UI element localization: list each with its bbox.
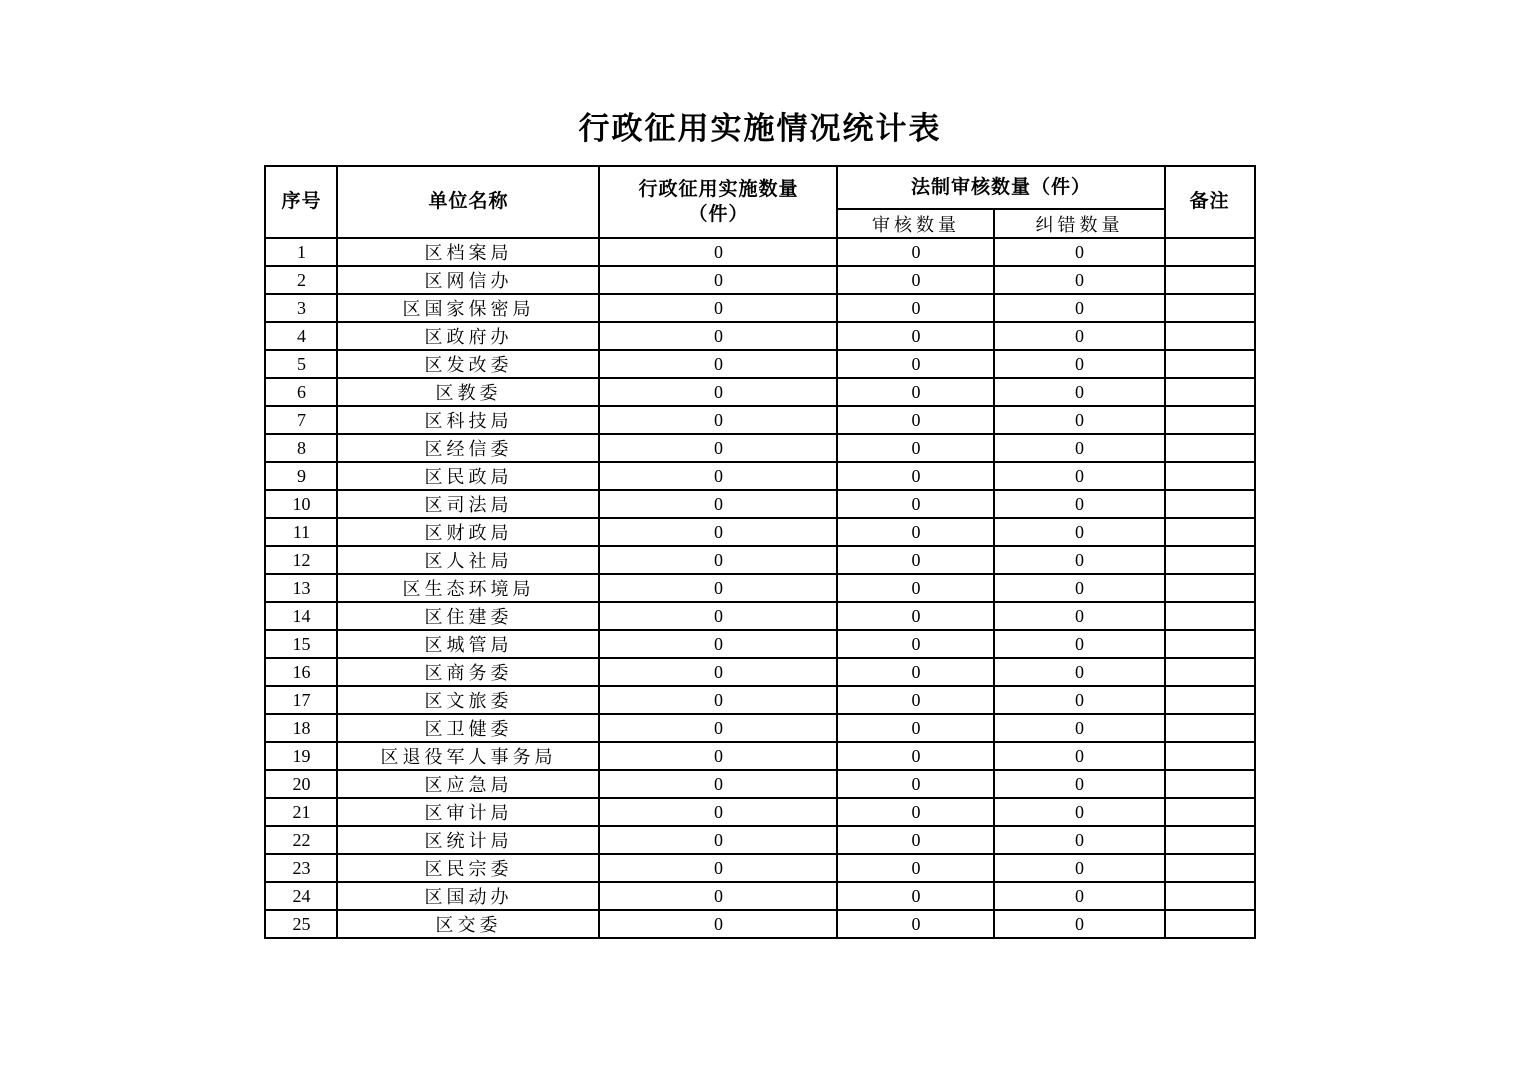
row-unit-name: 区科技局 <box>337 406 599 434</box>
table-row <box>265 490 1254 518</box>
row-correction-count: 0 <box>994 266 1164 294</box>
row-remark <box>1165 322 1255 350</box>
header-seq: 序号 <box>265 166 337 238</box>
table-row <box>265 322 1254 350</box>
row-unit-name: 区应急局 <box>337 770 599 798</box>
row-remark <box>1165 854 1255 882</box>
table-row <box>265 826 1254 854</box>
row-impl-count: 0 <box>599 350 837 378</box>
row-correction-count: 0 <box>994 378 1164 406</box>
row-unit-name: 区卫健委 <box>337 714 599 742</box>
row-review-count: 0 <box>837 462 994 490</box>
row-correction-count: 0 <box>994 686 1164 714</box>
row-unit-name: 区经信委 <box>337 434 599 462</box>
row-correction-count: 0 <box>994 602 1164 630</box>
row-review-count: 0 <box>837 882 994 910</box>
table-row <box>265 686 1254 714</box>
row-seq: 11 <box>265 518 337 546</box>
row-seq: 14 <box>265 602 337 630</box>
row-impl-count: 0 <box>599 602 837 630</box>
row-seq: 18 <box>265 714 337 742</box>
header-unit-name: 单位名称 <box>337 166 599 238</box>
row-remark <box>1165 518 1255 546</box>
row-correction-count: 0 <box>994 910 1164 938</box>
row-correction-count: 0 <box>994 294 1164 322</box>
row-review-count: 0 <box>837 546 994 574</box>
table-row <box>265 882 1254 910</box>
table-row <box>265 714 1254 742</box>
row-correction-count: 0 <box>994 406 1164 434</box>
header-correction-count: 纠错数量 <box>994 209 1164 238</box>
row-unit-name: 区人社局 <box>337 546 599 574</box>
table-header <box>265 166 1254 238</box>
row-impl-count: 0 <box>599 630 837 658</box>
table-row <box>265 518 1254 546</box>
row-correction-count: 0 <box>994 574 1164 602</box>
row-unit-name: 区审计局 <box>337 798 599 826</box>
row-remark <box>1165 490 1255 518</box>
row-unit-name: 区交委 <box>337 910 599 938</box>
row-correction-count: 0 <box>994 826 1164 854</box>
row-seq: 10 <box>265 490 337 518</box>
row-correction-count: 0 <box>994 854 1164 882</box>
row-remark <box>1165 798 1255 826</box>
header-legal-review-group: 法制审核数量（件） <box>837 166 1164 209</box>
row-impl-count: 0 <box>599 686 837 714</box>
row-unit-name: 区网信办 <box>337 266 599 294</box>
row-correction-count: 0 <box>994 434 1164 462</box>
row-impl-count: 0 <box>599 322 837 350</box>
row-unit-name: 区民宗委 <box>337 854 599 882</box>
row-seq: 12 <box>265 546 337 574</box>
row-review-count: 0 <box>837 658 994 686</box>
table-row <box>265 406 1254 434</box>
row-remark <box>1165 630 1255 658</box>
row-impl-count: 0 <box>599 770 837 798</box>
row-seq: 19 <box>265 742 337 770</box>
table-row <box>265 770 1254 798</box>
row-correction-count: 0 <box>994 238 1164 266</box>
row-impl-count: 0 <box>599 742 837 770</box>
row-seq: 22 <box>265 826 337 854</box>
table-row <box>265 238 1254 266</box>
row-review-count: 0 <box>837 770 994 798</box>
table-row <box>265 294 1254 322</box>
table-row <box>265 602 1254 630</box>
table-row <box>265 742 1254 770</box>
row-correction-count: 0 <box>994 546 1164 574</box>
row-remark <box>1165 602 1255 630</box>
row-seq: 1 <box>265 238 337 266</box>
row-correction-count: 0 <box>994 518 1164 546</box>
row-review-count: 0 <box>837 854 994 882</box>
header-row-top <box>265 166 1254 209</box>
row-review-count: 0 <box>837 714 994 742</box>
row-remark <box>1165 826 1255 854</box>
row-unit-name: 区统计局 <box>337 826 599 854</box>
row-remark <box>1165 406 1255 434</box>
row-unit-name: 区政府办 <box>337 322 599 350</box>
row-remark <box>1165 574 1255 602</box>
row-seq: 8 <box>265 434 337 462</box>
row-unit-name: 区文旅委 <box>337 686 599 714</box>
row-review-count: 0 <box>837 238 994 266</box>
row-review-count: 0 <box>837 322 994 350</box>
row-review-count: 0 <box>837 826 994 854</box>
row-seq: 2 <box>265 266 337 294</box>
row-impl-count: 0 <box>599 518 837 546</box>
row-remark <box>1165 742 1255 770</box>
row-seq: 3 <box>265 294 337 322</box>
table-row <box>265 462 1254 490</box>
row-impl-count: 0 <box>599 238 837 266</box>
row-impl-count: 0 <box>599 462 837 490</box>
table-row <box>265 910 1254 938</box>
row-correction-count: 0 <box>994 742 1164 770</box>
header-impl-count <box>599 166 837 238</box>
row-remark <box>1165 294 1255 322</box>
row-impl-count: 0 <box>599 910 837 938</box>
table-row <box>265 630 1254 658</box>
row-remark <box>1165 882 1255 910</box>
row-unit-name: 区商务委 <box>337 658 599 686</box>
row-seq: 9 <box>265 462 337 490</box>
table-row <box>265 378 1254 406</box>
header-impl-count-line1: 行政征用实施数量 <box>638 178 799 200</box>
row-seq: 6 <box>265 378 337 406</box>
row-remark <box>1165 770 1255 798</box>
row-impl-count: 0 <box>599 378 837 406</box>
row-review-count: 0 <box>837 798 994 826</box>
row-review-count: 0 <box>837 742 994 770</box>
row-review-count: 0 <box>837 266 994 294</box>
row-review-count: 0 <box>837 490 994 518</box>
table-row <box>265 798 1254 826</box>
row-correction-count: 0 <box>994 882 1164 910</box>
row-seq: 13 <box>265 574 337 602</box>
row-unit-name: 区国家保密局 <box>337 294 599 322</box>
row-unit-name: 区教委 <box>337 378 599 406</box>
row-remark <box>1165 546 1255 574</box>
header-impl-count-line2: （件） <box>688 204 749 226</box>
row-unit-name: 区发改委 <box>337 350 599 378</box>
row-impl-count: 0 <box>599 294 837 322</box>
row-seq: 20 <box>265 770 337 798</box>
row-remark <box>1165 350 1255 378</box>
row-review-count: 0 <box>837 378 994 406</box>
row-correction-count: 0 <box>994 490 1164 518</box>
table-row <box>265 854 1254 882</box>
table-row <box>265 434 1254 462</box>
row-remark <box>1165 434 1255 462</box>
row-correction-count: 0 <box>994 630 1164 658</box>
table-row <box>265 574 1254 602</box>
row-seq: 7 <box>265 406 337 434</box>
row-impl-count: 0 <box>599 882 837 910</box>
row-seq: 24 <box>265 882 337 910</box>
row-remark <box>1165 910 1255 938</box>
page-title: 行政征用实施情况统计表 <box>578 111 942 146</box>
row-remark <box>1165 686 1255 714</box>
row-unit-name: 区生态环境局 <box>337 574 599 602</box>
row-remark <box>1165 714 1255 742</box>
row-unit-name: 区档案局 <box>337 238 599 266</box>
row-review-count: 0 <box>837 910 994 938</box>
row-seq: 23 <box>265 854 337 882</box>
row-remark <box>1165 378 1255 406</box>
row-seq: 17 <box>265 686 337 714</box>
row-correction-count: 0 <box>994 350 1164 378</box>
row-review-count: 0 <box>837 686 994 714</box>
row-impl-count: 0 <box>599 854 837 882</box>
row-remark <box>1165 266 1255 294</box>
row-review-count: 0 <box>837 406 994 434</box>
row-correction-count: 0 <box>994 770 1164 798</box>
row-impl-count: 0 <box>599 798 837 826</box>
row-correction-count: 0 <box>994 462 1164 490</box>
row-correction-count: 0 <box>994 658 1164 686</box>
row-impl-count: 0 <box>599 714 837 742</box>
row-correction-count: 0 <box>994 322 1164 350</box>
row-unit-name: 区住建委 <box>337 602 599 630</box>
table-row <box>265 546 1254 574</box>
row-seq: 4 <box>265 322 337 350</box>
table-row <box>265 658 1254 686</box>
row-correction-count: 0 <box>994 798 1164 826</box>
row-review-count: 0 <box>837 350 994 378</box>
table-row <box>265 266 1254 294</box>
row-remark <box>1165 462 1255 490</box>
table-body <box>265 238 1254 938</box>
row-impl-count: 0 <box>599 490 837 518</box>
header-remarks: 备注 <box>1165 166 1255 238</box>
row-impl-count: 0 <box>599 406 837 434</box>
row-impl-count: 0 <box>599 826 837 854</box>
row-impl-count: 0 <box>599 546 837 574</box>
row-unit-name: 区国动办 <box>337 882 599 910</box>
row-seq: 5 <box>265 350 337 378</box>
row-review-count: 0 <box>837 434 994 462</box>
row-correction-count: 0 <box>994 714 1164 742</box>
row-impl-count: 0 <box>599 658 837 686</box>
table-row <box>265 350 1254 378</box>
row-unit-name: 区城管局 <box>337 630 599 658</box>
row-remark <box>1165 658 1255 686</box>
row-unit-name: 区退役军人事务局 <box>337 742 599 770</box>
row-impl-count: 0 <box>599 574 837 602</box>
row-unit-name: 区民政局 <box>337 462 599 490</box>
row-review-count: 0 <box>837 574 994 602</box>
row-remark <box>1165 238 1255 266</box>
row-impl-count: 0 <box>599 434 837 462</box>
row-seq: 21 <box>265 798 337 826</box>
row-impl-count: 0 <box>599 266 837 294</box>
row-unit-name: 区司法局 <box>337 490 599 518</box>
row-seq: 15 <box>265 630 337 658</box>
row-review-count: 0 <box>837 518 994 546</box>
row-review-count: 0 <box>837 602 994 630</box>
row-seq: 16 <box>265 658 337 686</box>
statistics-table <box>264 165 1255 939</box>
row-seq: 25 <box>265 910 337 938</box>
row-review-count: 0 <box>837 630 994 658</box>
row-unit-name: 区财政局 <box>337 518 599 546</box>
header-review-count: 审核数量 <box>837 209 994 238</box>
row-review-count: 0 <box>837 294 994 322</box>
